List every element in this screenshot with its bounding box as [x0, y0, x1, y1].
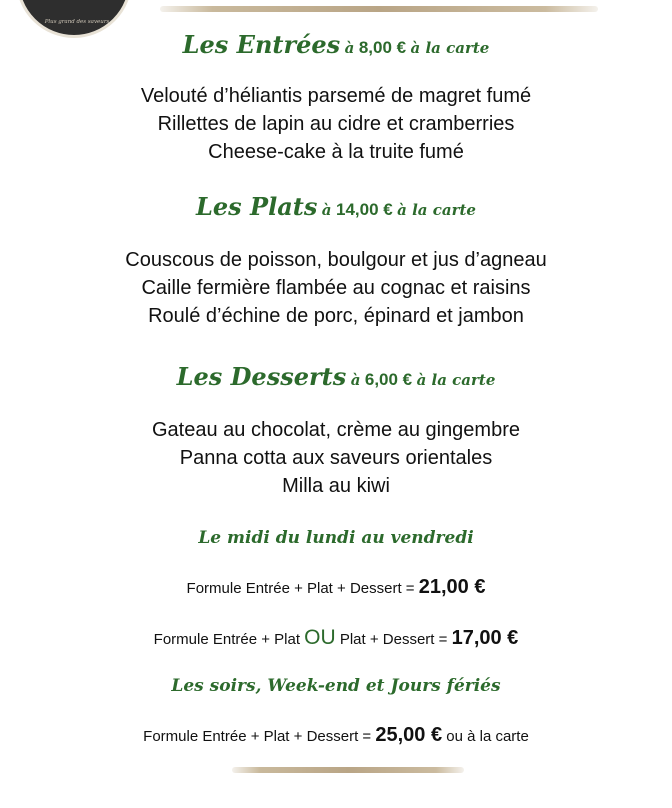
lunch-formula-full: Formule Entrée + Plat + Dessert = 21,00 € [186, 576, 486, 598]
bottom-brush-divider [232, 767, 464, 773]
price-amount: 25,00 € [375, 724, 443, 746]
logo-tagline: Plus grand des saveurs [44, 19, 110, 25]
price-amount: 21,00 € [418, 576, 486, 598]
ou-word: OU [304, 626, 336, 649]
top-brush-divider [160, 6, 598, 12]
lunch-heading: Le midi du lundi au vendredi [198, 528, 474, 548]
dish-item: Couscous de poisson, boulgour et jus d’agneau [125, 249, 547, 271]
dish-item: Roulé d’échine de porc, épinard et jambon [148, 305, 524, 327]
section-heading-plats: Les Plats à 14,00 € à la carte [196, 192, 476, 221]
dish-item: Panna cotta aux saveurs orientales [179, 447, 493, 469]
dish-item: Gateau au chocolat, crème au gingembre [152, 419, 520, 441]
dish-item: Rillettes de lapin au cidre et cramberries [157, 113, 515, 135]
lunch-formula-choice: Formule Entrée + Plat OU Plat + Dessert = 17,00 € [153, 626, 519, 649]
dish-item: Caille fermière flambée au cognac et raisins [141, 277, 531, 299]
evening-formula: Formule Entrée + Plat + Dessert = 25,00 € ou à la carte [143, 724, 529, 746]
section-heading-desserts: Les Desserts à 6,00 € à la carte [176, 362, 496, 391]
dish-item: Milla au kiwi [282, 475, 390, 497]
dish-item: Velouté d’héliantis parsemé de magret fumé [140, 85, 532, 107]
evening-heading: Les soirs, Week-end et Jours fériés [171, 676, 501, 696]
price-amount: 17,00 € [451, 627, 519, 649]
section-heading-entrees: Les Entrées à 8,00 € à la carte [182, 30, 490, 59]
dish-item: Cheese-cake à la truite fumé [208, 141, 464, 163]
